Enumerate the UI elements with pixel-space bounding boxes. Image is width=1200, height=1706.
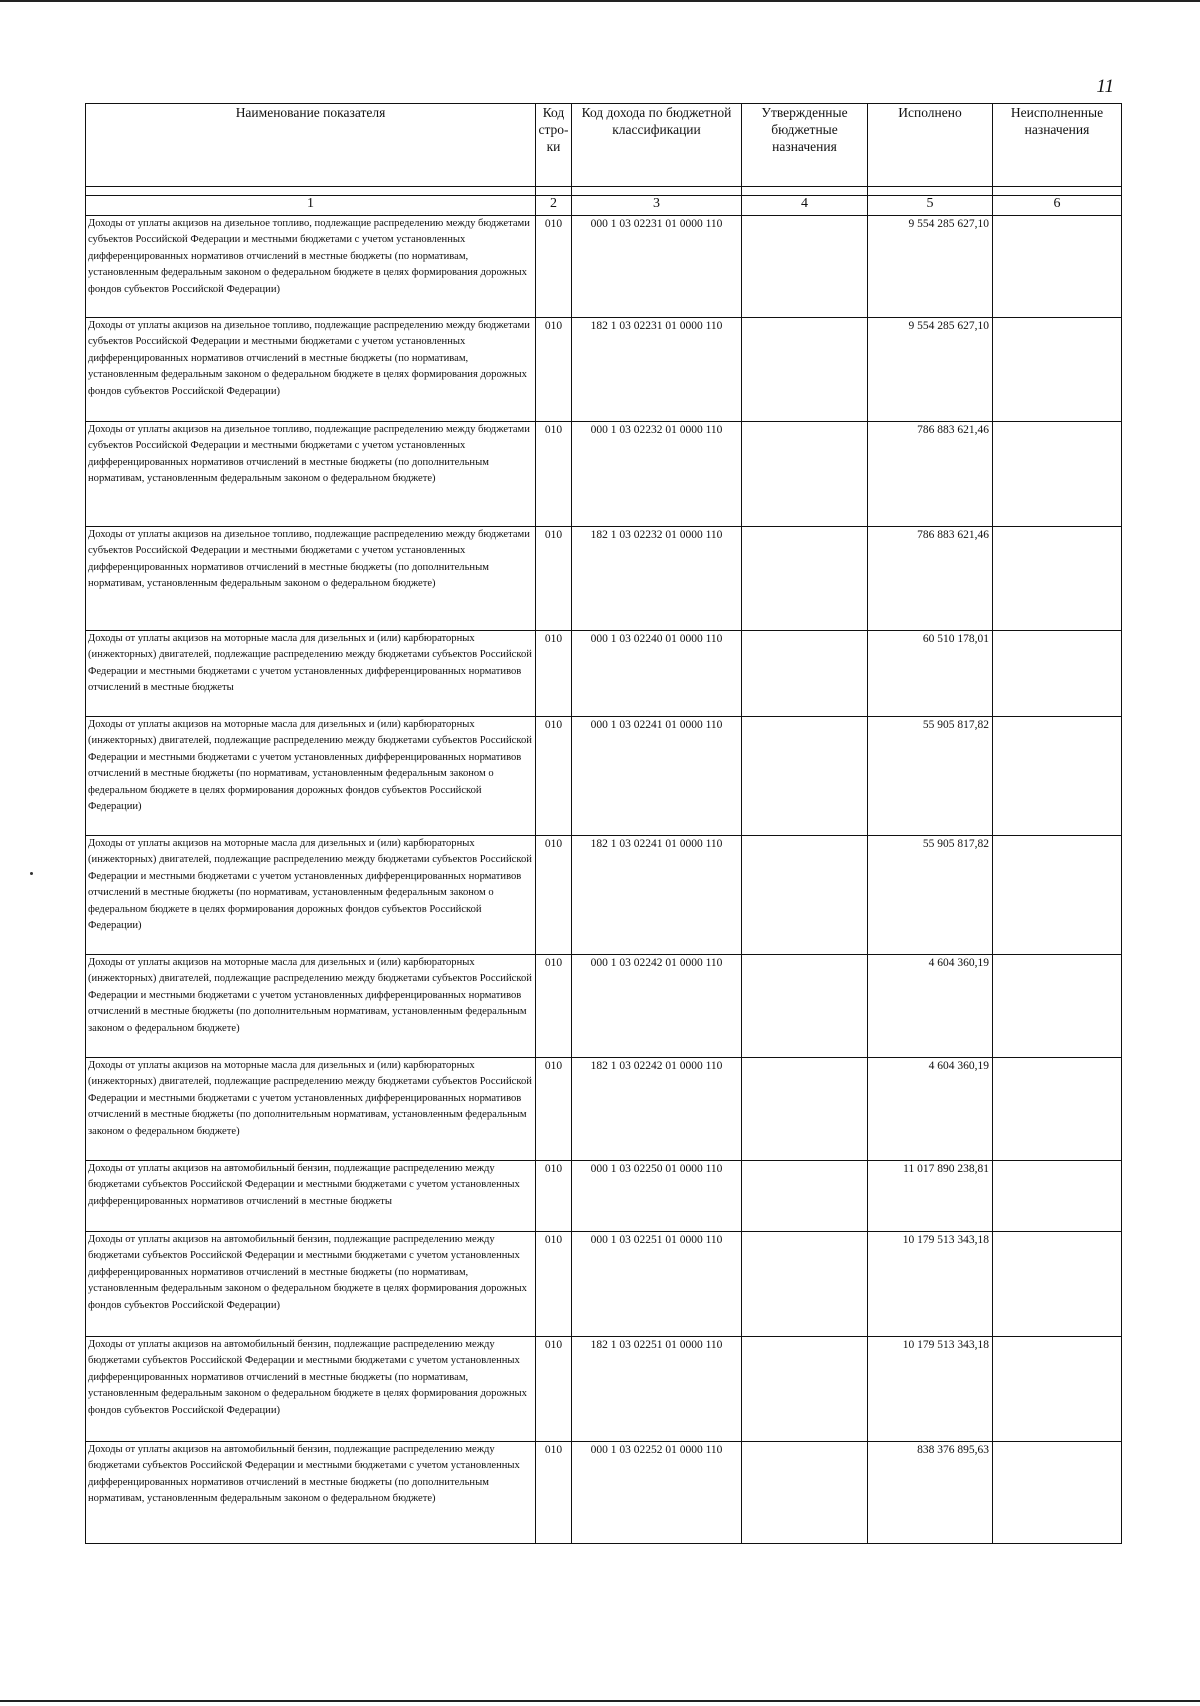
indicator-name: Доходы от уплаты акцизов на дизельное топливо, подлежащие распределению между бюджетами субъектов Российской Федерации и местными бюджетами с учетом установленных дифференцированных нормативов отчислений в местные бюджеты (по нормативам, установленным федеральным законом о федеральном бюджете в целях формирования дорожных фондов субъектов Российской Федерации): [86, 216, 536, 318]
approved-amount: [742, 527, 868, 631]
line-code: 010: [536, 1058, 572, 1161]
executed-amount: 4 604 360,19: [868, 1058, 993, 1161]
unexecuted-amount: [993, 631, 1122, 717]
column-number: 2: [536, 196, 572, 216]
indicator-name: Доходы от уплаты акцизов на моторные масла для дизельных и (или) карбюраторных (инжекторных) двигателей, подлежащие распределению между бюджетами субъектов Российской Федерации и местными бюджетами с учетом установленных дифференцированных нормативов отчислений в местные бюджеты: [86, 631, 536, 717]
indicator-name: Доходы от уплаты акцизов на моторные масла для дизельных и (или) карбюраторных (инжекторных) двигателей, подлежащие распределению между бюджетами субъектов Российской Федерации и местными бюджетами с учетом установленных дифференцированных нормативов отчислений в местные бюджеты (по нормативам, установленным федеральным законом о федеральном бюджете в целях формирования дорожных фондов субъектов Российской Федерации): [86, 717, 536, 836]
approved-amount: [742, 422, 868, 527]
budget-classification-code: 000 1 03 02241 01 0000 110: [572, 717, 742, 836]
approved-amount: [742, 318, 868, 422]
table-row: [86, 1337, 1122, 1442]
scan-bottom-edge: [0, 1700, 1200, 1702]
budget-classification-code: 000 1 03 02232 01 0000 110: [572, 422, 742, 527]
scan-artifact-dot: [30, 872, 33, 875]
line-code: 010: [536, 1442, 572, 1544]
revenue-table: [85, 103, 1122, 1544]
executed-amount: 55 905 817,82: [868, 717, 993, 836]
indicator-name: Доходы от уплаты акцизов на автомобильный бензин, подлежащие распределению между бюджетами субъектов Российской Федерации и местными бюджетами с учетом установленных дифференцированных нормативов отчислений в местные бюджеты (по нормативам, установленным федеральным законом о федеральном бюджете в целях формирования дорожных фондов субъектов Российской Федерации): [86, 1232, 536, 1337]
budget-classification-code: 182 1 03 02251 01 0000 110: [572, 1337, 742, 1442]
unexecuted-amount: [993, 1442, 1122, 1544]
table-row: [86, 1058, 1122, 1161]
executed-amount: 4 604 360,19: [868, 955, 993, 1058]
line-code: 010: [536, 1161, 572, 1232]
header-executed: Исполнено: [868, 104, 993, 187]
line-code: 010: [536, 216, 572, 318]
unexecuted-amount: [993, 1337, 1122, 1442]
column-number-row: [86, 196, 1122, 216]
column-number: 1: [86, 196, 536, 216]
header-unexecuted-assignments: Неисполненные назначения: [993, 104, 1122, 187]
budget-classification-code: 000 1 03 02252 01 0000 110: [572, 1442, 742, 1544]
executed-amount: 11 017 890 238,81: [868, 1161, 993, 1232]
unexecuted-amount: [993, 318, 1122, 422]
line-code: 010: [536, 318, 572, 422]
line-code: 010: [536, 527, 572, 631]
column-number: 4: [742, 196, 868, 216]
unexecuted-amount: [993, 955, 1122, 1058]
unexecuted-amount: [993, 836, 1122, 955]
table-row: [86, 527, 1122, 631]
column-number: 3: [572, 196, 742, 216]
line-code: 010: [536, 717, 572, 836]
executed-amount: 10 179 513 343,18: [868, 1232, 993, 1337]
budget-classification-code: 000 1 03 02231 01 0000 110: [572, 216, 742, 318]
approved-amount: [742, 631, 868, 717]
line-code: 010: [536, 1232, 572, 1337]
budget-classification-code: 000 1 03 02240 01 0000 110: [572, 631, 742, 717]
table-header-row: [86, 104, 1122, 187]
header-gap-row: [86, 187, 1122, 196]
unexecuted-amount: [993, 527, 1122, 631]
executed-amount: 786 883 621,46: [868, 527, 993, 631]
indicator-name: Доходы от уплаты акцизов на моторные масла для дизельных и (или) карбюраторных (инжекторных) двигателей, подлежащие распределению между бюджетами субъектов Российской Федерации и местными бюджетами с учетом установленных дифференцированных нормативов отчислений в местные бюджеты (по нормативам, установленным федеральным законом о федеральном бюджете в целях формирования дорожных фондов субъектов Российской Федерации): [86, 836, 536, 955]
unexecuted-amount: [993, 1232, 1122, 1337]
indicator-name: Доходы от уплаты акцизов на дизельное топливо, подлежащие распределению между бюджетами субъектов Российской Федерации и местными бюджетами с учетом установленных дифференцированных нормативов отчислений в местные бюджеты (по нормативам, установленным федеральным законом о федеральном бюджете в целях формирования дорожных фондов субъектов Российской Федерации): [86, 318, 536, 422]
approved-amount: [742, 1442, 868, 1544]
budget-classification-code: 182 1 03 02242 01 0000 110: [572, 1058, 742, 1161]
approved-amount: [742, 1058, 868, 1161]
executed-amount: 9 554 285 627,10: [868, 318, 993, 422]
table-row: [86, 1442, 1122, 1544]
indicator-name: Доходы от уплаты акцизов на дизельное топливо, подлежащие распределению между бюджетами субъектов Российской Федерации и местными бюджетами с учетом установленных дифференцированных нормативов отчислений в местные бюджеты (по дополнительным нормативам, установленным федеральным законом о федеральном бюджете): [86, 527, 536, 631]
line-code: 010: [536, 836, 572, 955]
table-row: [86, 955, 1122, 1058]
executed-amount: 55 905 817,82: [868, 836, 993, 955]
approved-amount: [742, 955, 868, 1058]
column-number: 5: [868, 196, 993, 216]
approved-amount: [742, 717, 868, 836]
header-indicator-name: Наименование показателя: [86, 104, 536, 187]
table-row: [86, 216, 1122, 318]
indicator-name: Доходы от уплаты акцизов на дизельное топливо, подлежащие распределению между бюджетами субъектов Российской Федерации и местными бюджетами с учетом установленных дифференцированных нормативов отчислений в местные бюджеты (по дополнительным нормативам, установленным федеральным законом о федеральном бюджете): [86, 422, 536, 527]
table-row: [86, 836, 1122, 955]
executed-amount: 838 376 895,63: [868, 1442, 993, 1544]
scan-top-edge: [0, 0, 1200, 2]
column-number: 6: [993, 196, 1122, 216]
budget-classification-code: 182 1 03 02232 01 0000 110: [572, 527, 742, 631]
budget-classification-code: 182 1 03 02241 01 0000 110: [572, 836, 742, 955]
budget-classification-code: 182 1 03 02231 01 0000 110: [572, 318, 742, 422]
line-code: 010: [536, 422, 572, 527]
header-line-code: Код стро-ки: [536, 104, 572, 187]
indicator-name: Доходы от уплаты акцизов на моторные масла для дизельных и (или) карбюраторных (инжекторных) двигателей, подлежащие распределению между бюджетами субъектов Российской Федерации и местными бюджетами с учетом установленных дифференцированных нормативов отчислений в местные бюджеты (по дополнительным нормативам, установленным федеральным законом о федеральном бюджете): [86, 1058, 536, 1161]
executed-amount: 786 883 621,46: [868, 422, 993, 527]
budget-classification-code: 000 1 03 02251 01 0000 110: [572, 1232, 742, 1337]
line-code: 010: [536, 631, 572, 717]
table-row: [86, 1232, 1122, 1337]
indicator-name: Доходы от уплаты акцизов на моторные масла для дизельных и (или) карбюраторных (инжекторных) двигателей, подлежащие распределению между бюджетами субъектов Российской Федерации и местными бюджетами с учетом установленных дифференцированных нормативов отчислений в местные бюджеты (по дополнительным нормативам, установленным федеральным законом о федеральном бюджете): [86, 955, 536, 1058]
page-number: 11: [1096, 76, 1114, 97]
table-row: [86, 318, 1122, 422]
budget-classification-code: 000 1 03 02242 01 0000 110: [572, 955, 742, 1058]
line-code: 010: [536, 1337, 572, 1442]
unexecuted-amount: [993, 216, 1122, 318]
table-row: [86, 1161, 1122, 1232]
approved-amount: [742, 216, 868, 318]
table-row: [86, 422, 1122, 527]
budget-classification-code: 000 1 03 02250 01 0000 110: [572, 1161, 742, 1232]
unexecuted-amount: [993, 1161, 1122, 1232]
table-row: [86, 717, 1122, 836]
approved-amount: [742, 1161, 868, 1232]
indicator-name: Доходы от уплаты акцизов на автомобильный бензин, подлежащие распределению между бюджетами субъектов Российской Федерации и местными бюджетами с учетом установленных дифференцированных нормативов отчислений в местные бюджеты (по нормативам, установленным федеральным законом о федеральном бюджете в целях формирования дорожных фондов субъектов Российской Федерации): [86, 1337, 536, 1442]
line-code: 010: [536, 955, 572, 1058]
unexecuted-amount: [993, 422, 1122, 527]
header-approved-assignments: Утвержденные бюджетные назначения: [742, 104, 868, 187]
approved-amount: [742, 836, 868, 955]
approved-amount: [742, 1232, 868, 1337]
approved-amount: [742, 1337, 868, 1442]
unexecuted-amount: [993, 717, 1122, 836]
executed-amount: 60 510 178,01: [868, 631, 993, 717]
indicator-name: Доходы от уплаты акцизов на автомобильный бензин, подлежащие распределению между бюджетами субъектов Российской Федерации и местными бюджетами с учетом установленных дифференцированных нормативов отчислений в местные бюджеты (по дополнительным нормативам, установленным федеральным законом о федеральном бюджете): [86, 1442, 536, 1544]
indicator-name: Доходы от уплаты акцизов на автомобильный бензин, подлежащие распределению между бюджетами субъектов Российской Федерации и местными бюджетами с учетом установленных дифференцированных нормативов отчислений в местные бюджеты: [86, 1161, 536, 1232]
executed-amount: 9 554 285 627,10: [868, 216, 993, 318]
table-row: [86, 631, 1122, 717]
executed-amount: 10 179 513 343,18: [868, 1337, 993, 1442]
unexecuted-amount: [993, 1058, 1122, 1161]
header-budget-classification-code: Код дохода по бюджетной классификации: [572, 104, 742, 187]
